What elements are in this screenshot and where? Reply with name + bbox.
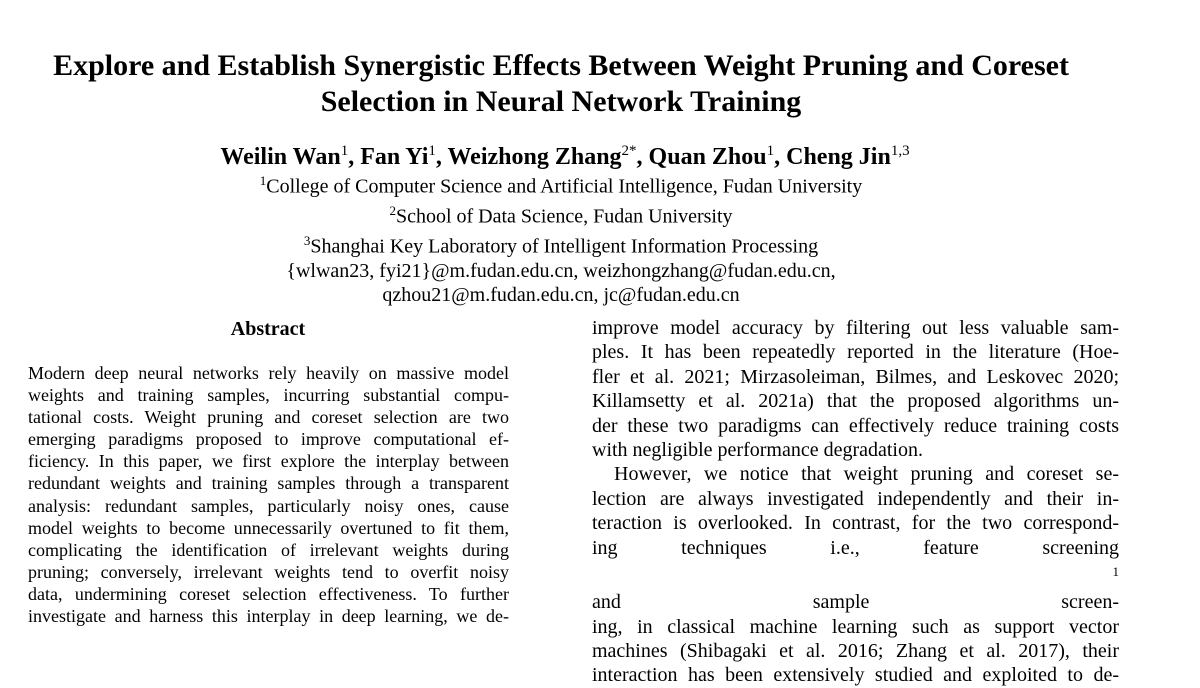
abstract-line: investigate and harness this interplay in deep learning, we de-	[28, 606, 509, 627]
title-line: Explore and Establish Synergistic Effects Between Weight Pruning and Coreset	[53, 49, 1069, 82]
body-line: der these two paradigms can effectively reduce training costs	[592, 414, 1119, 437]
abstract-line: analysis: redundant samples, particularly noisy ones, cause	[28, 495, 509, 516]
author: Quan Zhou$^1$	[648, 143, 775, 170]
body-line: Killamsetty et al. 2021a) that the proposed algorithms un-	[592, 390, 1119, 413]
abstract-line: data, undermining coreset selection effectiveness. To further	[28, 583, 509, 604]
author: Weilin Wan$^1$	[220, 143, 349, 170]
affiliation: $^1$College of Computer Science and Artificial Intelligence, Fudan University	[259, 173, 863, 198]
abstract-body	[28, 362, 509, 627]
author: Weizhong Zhang$^{2*}$	[447, 143, 637, 170]
body-line: machines (Shibagaki et al. 2016; Zhang et al. 2017), their	[592, 639, 1119, 662]
abstract-line: Modern deep neural networks rely heavily on massive model	[28, 363, 509, 383]
body-line: lection are always investigated independently and their in-	[592, 487, 1119, 510]
body-line: teraction is overlooked. In contrast, for the two correspond-	[592, 512, 1119, 535]
abstract-line: complicating the identification of irrelevant weights during	[28, 539, 509, 560]
body-line: ing techniques i.e., feature screening $^1$ and sample screen-	[592, 536, 1119, 614]
abstract-line: tational costs. Weight pruning and coreset selection are two	[28, 407, 509, 428]
body-line: However, we notice that weight pruning and coreset se-	[614, 463, 1119, 486]
abstract-line: pruning; conversely, irrelevant weights tend to overfit noisy	[28, 561, 509, 582]
title-line: Selection in Neural Network Training	[320, 85, 802, 118]
email-line: qzhou21@m.fudan.edu.cn, jc@fudan.edu.cn	[382, 283, 740, 306]
footnote-marker[interactable]: 1	[1112, 564, 1119, 580]
affiliation: $^3$Shanghai Key Laboratory of Intelligent Information Processing	[303, 232, 819, 258]
body-line: interaction has been extensively studied and exploited to de-	[592, 664, 1119, 687]
body-line: ing, in classical machine learning such as support vector	[592, 615, 1119, 638]
abstract-line: weights and training samples, incurring substantial compu-	[28, 385, 509, 406]
author-list: Weilin Wan$^1$, Fan Yi$^1$, Weizhong Zhang$^{2*}$, Quan Zhou$^1$, Cheng Jin$^{1,3}$	[220, 143, 910, 170]
body-line: improve model accuracy by filtering out less valuable sam-	[592, 317, 1119, 339]
email-line: {wlwan23, fyi21}@m.fudan.edu.cn, weizhongzhang@fudan.edu.cn,	[286, 259, 836, 282]
author: Cheng Jin$^{1,3}$	[786, 143, 910, 170]
abstract-line: ficiency. In this paper, we first explore the interplay between	[28, 451, 509, 472]
abstract-line: model weights to become unnecessarily overtuned to fit them,	[28, 517, 509, 538]
abstract-heading: Abstract	[230, 318, 306, 340]
body-text-column	[592, 316, 1119, 688]
body-line: ples. It has been repeatedly reported in the literature (Hoe-	[592, 341, 1119, 364]
affiliations	[0, 169, 1122, 307]
abstract-line: redundant weights and training samples through a transparent	[28, 473, 509, 494]
author: Fan Yi$^1$	[360, 143, 436, 170]
affiliation: $^2$School of Data Science, Fudan University	[389, 202, 733, 228]
abstract-line: emerging paradigms proposed to improve computational ef-	[28, 429, 509, 450]
paper-title	[0, 48, 1122, 120]
body-line: fler et al. 2021; Mirzasoleiman, Bilmes, and Leskovec 2020;	[592, 365, 1119, 388]
body-line: with negligible performance degradation.	[592, 439, 923, 462]
